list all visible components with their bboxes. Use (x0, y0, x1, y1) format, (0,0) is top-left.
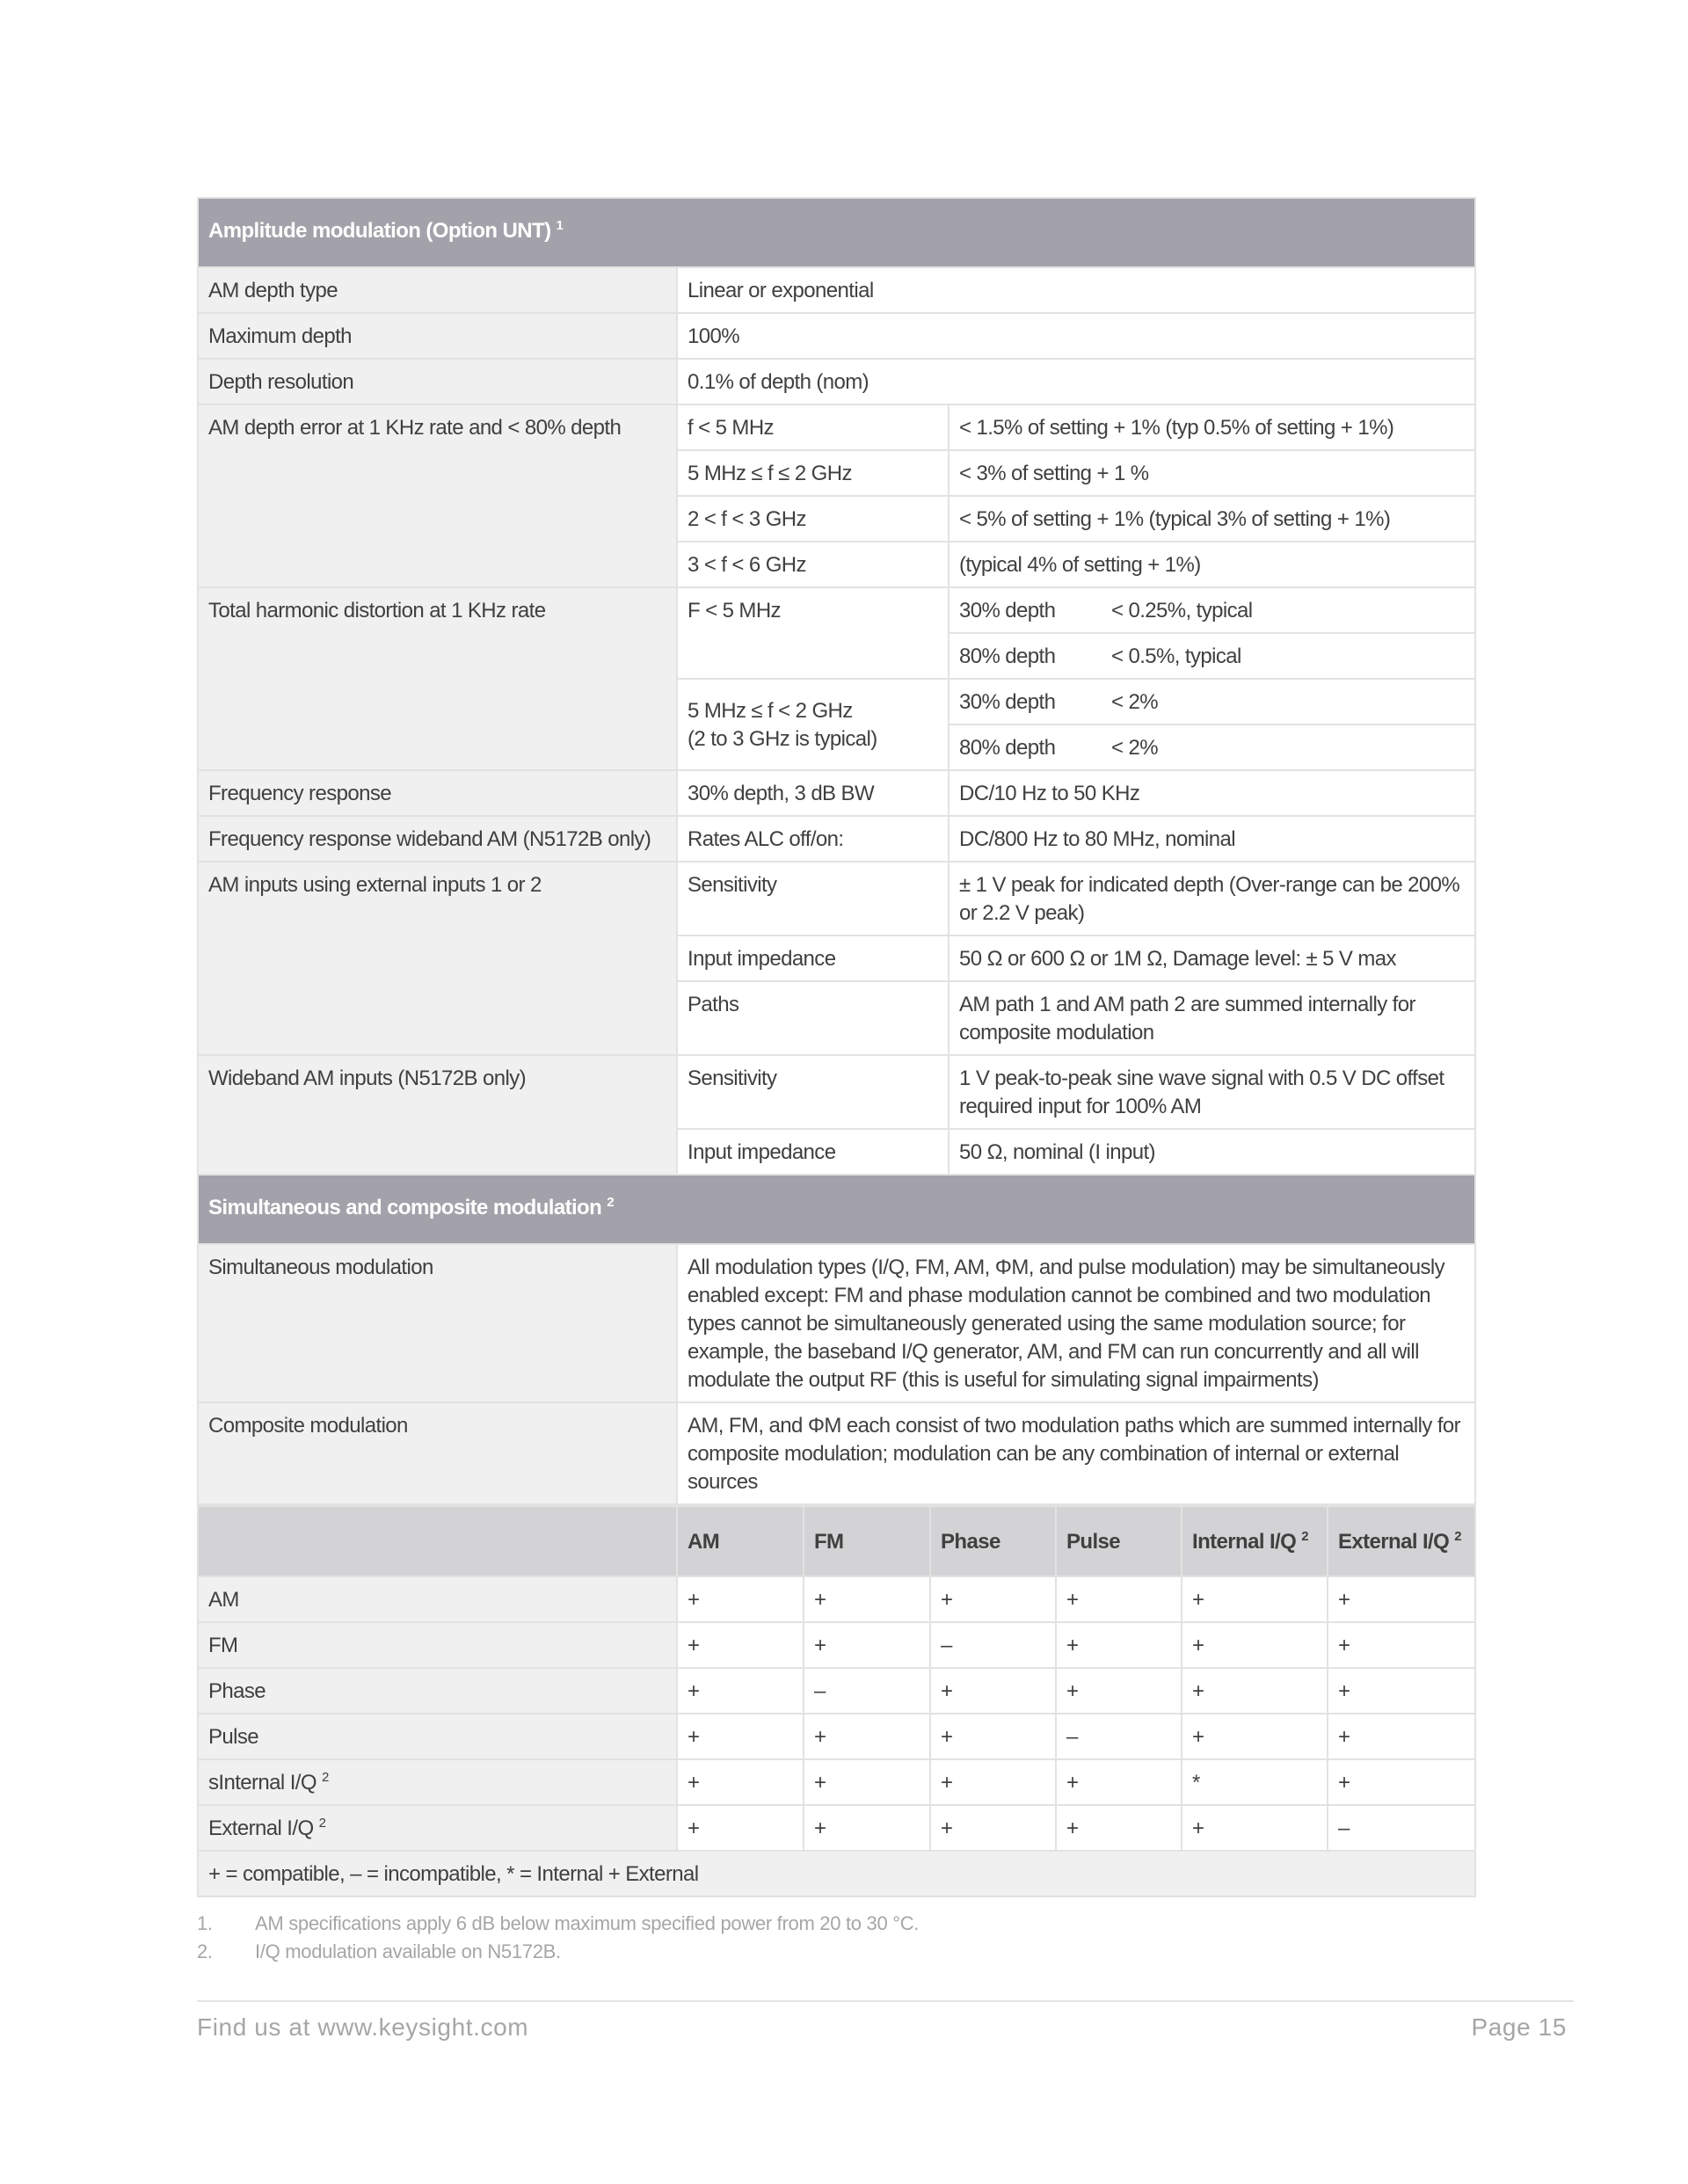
column-header (1182, 1506, 1328, 1576)
param-cell: Input impedance (677, 935, 949, 981)
thd-value (949, 633, 1475, 679)
compat-cell: + (804, 1622, 930, 1668)
am-spec-table (197, 197, 1476, 1505)
compat-cell: + (930, 1668, 1056, 1714)
condition-cell: 30% depth, 3 dB BW (677, 770, 949, 816)
param-cell: Sensitivity (677, 862, 949, 935)
compat-cell: + (804, 1714, 930, 1759)
row-value: (typical 4% of setting + 1%) (949, 542, 1475, 587)
column-header (1328, 1506, 1475, 1576)
table-row (198, 1668, 1475, 1714)
section-header-simultaneous: Simultaneous and composite modulation $^2$ (198, 1175, 1475, 1244)
table-row (198, 1805, 1475, 1851)
table-row (198, 1622, 1475, 1668)
row-label: Simultaneous modulation (198, 1244, 677, 1402)
compat-cell: + (930, 1576, 1056, 1622)
label-text: AM (688, 1530, 720, 1554)
legend-text: + = compatible, – = incompatible, * = Internal + External (198, 1851, 1475, 1896)
row-value: < 1.5% of setting + 1% (typ 0.5% of setting + 1%) (949, 404, 1475, 450)
compat-cell: + (1328, 1576, 1475, 1622)
compat-cell: + (1056, 1759, 1182, 1805)
range-cell: 5 MHz ≤ f ≤ 2 GHz (677, 450, 949, 496)
row-value: DC/800 Hz to 80 MHz, nominal (949, 816, 1475, 862)
compat-cell: + (677, 1714, 804, 1759)
range-note: (2 to 3 GHz is typical) (688, 727, 877, 751)
table-row (198, 1576, 1475, 1622)
row-value: All modulation types (I/Q, FM, AM, ΦM, and pulse modulation) may be simultaneously enabled except: FM and phase modulation cannot be combined and two modulation types cannot be simultaneously generated using the same modulation source; for example, the baseband I/Q generator, AM, and FM can run concurrently and all will modulate the output RF (this is useful for simulating signal impairments) (677, 1244, 1475, 1402)
compat-cell: * (1182, 1759, 1328, 1805)
row-label (198, 1759, 677, 1805)
compat-cell: + (1328, 1759, 1475, 1805)
range-cell: 3 < f < 6 GHz (677, 542, 949, 587)
compat-cell: + (1056, 1805, 1182, 1851)
label-text: Phase (208, 1679, 266, 1703)
compat-cell: + (677, 1622, 804, 1668)
compat-cell: + (1328, 1622, 1475, 1668)
compat-cell: – (1056, 1714, 1182, 1759)
label-text: sInternal I/Q (208, 1771, 316, 1795)
row-label: Frequency response (198, 770, 677, 816)
column-header (804, 1506, 930, 1576)
range-cell: F < 5 MHz (677, 587, 949, 679)
compat-cell: – (804, 1668, 930, 1714)
row-value: 50 Ω or 600 Ω or 1M Ω, Damage level: ± 5 V max (949, 935, 1475, 981)
row-label (198, 1668, 677, 1714)
param-cell: Sensitivity (677, 1055, 949, 1129)
compat-cell: + (677, 1668, 804, 1714)
label-text: FM (814, 1530, 844, 1554)
range-cell (677, 679, 949, 770)
compat-cell: + (677, 1759, 804, 1805)
compat-cell: + (1182, 1622, 1328, 1668)
compat-cell: + (930, 1759, 1056, 1805)
footnote-2: 2. I/Q modulation available on N5172B. (197, 1940, 561, 1962)
label-text: External I/Q (208, 1816, 314, 1840)
compat-cell: + (1182, 1576, 1328, 1622)
range-text: 5 MHz ≤ f < 2 GHz (688, 699, 853, 723)
footnote-ref: 2 (1454, 1529, 1462, 1544)
compat-cell: + (804, 1805, 930, 1851)
compat-cell: + (930, 1805, 1056, 1851)
row-value: 50 Ω, nominal (I input) (949, 1129, 1475, 1175)
label-text: FM (208, 1634, 238, 1657)
param-cell: Input impedance (677, 1129, 949, 1175)
row-label: AM depth type (198, 267, 677, 313)
thd-result: < 0.25%, typical (1111, 599, 1253, 622)
compat-cell: + (1182, 1805, 1328, 1851)
row-label: Depth resolution (198, 359, 677, 404)
label-text: Internal I/Q (1192, 1530, 1297, 1554)
depth-label: 80% depth (959, 644, 1056, 668)
compat-cell: + (677, 1805, 804, 1851)
footnotes (197, 1910, 1474, 1966)
row-value: Linear or exponential (677, 267, 1475, 313)
depth-label: 80% depth (959, 736, 1056, 760)
compat-cell: – (930, 1622, 1056, 1668)
label-text: External I/Q (1338, 1530, 1450, 1554)
compat-cell: + (930, 1714, 1056, 1759)
row-label (198, 1805, 677, 1851)
footnote-ref: 2 (1301, 1529, 1308, 1544)
row-label: AM inputs using external inputs 1 or 2 (198, 862, 677, 1055)
footnote-ref: 2 (318, 1816, 326, 1831)
condition-cell: Rates ALC off/on: (677, 816, 949, 862)
table-row (198, 1759, 1475, 1805)
column-header (1056, 1506, 1182, 1576)
page-number: Page 15 (1471, 2013, 1567, 2041)
row-value: DC/10 Hz to 50 KHz (949, 770, 1475, 816)
thd-value (949, 587, 1475, 633)
compatibility-table (197, 1505, 1476, 1897)
spec-content (197, 197, 1474, 1966)
compat-cell: + (1056, 1576, 1182, 1622)
label-text: Pulse (208, 1725, 259, 1749)
depth-label: 30% depth (959, 690, 1056, 714)
row-value: ± 1 V peak for indicated depth (Over-range can be 200% or 2.2 V peak) (949, 862, 1475, 935)
label-text: Phase (941, 1530, 1000, 1554)
row-label: Frequency response wideband AM (N5172B only) (198, 816, 677, 862)
depth-label: 30% depth (959, 599, 1056, 622)
compat-cell: + (1056, 1668, 1182, 1714)
footer-website-link[interactable]: Find us at www.keysight.com (197, 2013, 529, 2041)
footer-divider (197, 2000, 1574, 2002)
row-value: < 5% of setting + 1% (typical 3% of setting + 1%) (949, 496, 1475, 542)
range-cell: f < 5 MHz (677, 404, 949, 450)
row-label: Total harmonic distortion at 1 KHz rate (198, 587, 677, 770)
compat-cell: + (1056, 1622, 1182, 1668)
compat-cell: + (1328, 1714, 1475, 1759)
compat-header-row (198, 1506, 1475, 1576)
row-label (198, 1576, 677, 1622)
row-value: 1 V peak-to-peak sine wave signal with 0.5 V DC offset required input for 100% AM (949, 1055, 1475, 1129)
row-label (198, 1622, 677, 1668)
param-cell: Paths (677, 981, 949, 1055)
label-text: Pulse (1066, 1530, 1121, 1554)
compat-cell: – (1328, 1805, 1475, 1851)
thd-value (949, 679, 1475, 724)
compat-cell: + (804, 1576, 930, 1622)
footnote-1: 1. AM specifications apply 6 dB below maximum specified power from 20 to 30 °C. (197, 1912, 920, 1934)
compat-cell: + (804, 1759, 930, 1805)
row-label: AM depth error at 1 KHz rate and < 80% depth (198, 404, 677, 587)
row-label: Composite modulation (198, 1402, 677, 1504)
section-header-am: Amplitude modulation (Option UNT) $^1$ (198, 198, 1475, 267)
thd-result: < 2% (1111, 736, 1158, 760)
thd-value (949, 724, 1475, 770)
range-cell: 2 < f < 3 GHz (677, 496, 949, 542)
footnote-ref: 2 (322, 1770, 329, 1785)
row-value: 100% (677, 313, 1475, 359)
row-value: < 3% of setting + 1 % (949, 450, 1475, 496)
compat-cell: + (677, 1576, 804, 1622)
compat-cell: + (1182, 1668, 1328, 1714)
row-label: Wideband AM inputs (N5172B only) (198, 1055, 677, 1175)
column-header (677, 1506, 804, 1576)
row-value: 0.1% of depth (nom) (677, 359, 1475, 404)
compat-cell: + (1328, 1668, 1475, 1714)
corner-cell (198, 1506, 677, 1576)
label-text: AM (208, 1588, 239, 1612)
row-label: Maximum depth (198, 313, 677, 359)
legend-row (198, 1851, 1475, 1896)
table-row (198, 1714, 1475, 1759)
row-label (198, 1714, 677, 1759)
column-header (930, 1506, 1056, 1576)
row-value: AM path 1 and AM path 2 are summed internally for composite modulation (949, 981, 1475, 1055)
thd-result: < 2% (1111, 690, 1158, 714)
compat-cell: + (1182, 1714, 1328, 1759)
row-value: AM, FM, and ΦM each consist of two modulation paths which are summed internally for composite modulation; modulation can be any combination of internal or external sources (677, 1402, 1475, 1504)
thd-result: < 0.5%, typical (1111, 644, 1241, 668)
